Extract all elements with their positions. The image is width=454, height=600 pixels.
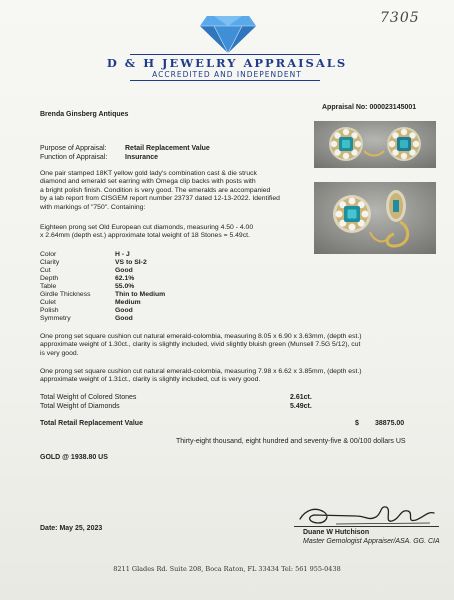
diamond-line: x 2.64mm (depth est.) approximate total weight of 18 Stones = 5.49ct. xyxy=(40,232,250,240)
spec-row: Clarity VS to SI-2 xyxy=(40,259,147,266)
emerald-description-1: One prong set square cushion cut natural emerald-colombia, measuring 8.05 x 6.90 x 3.63mm, (depth est.) approximate weight of 1.30ct., clarity is slightly included, vivid slightly bluish green (Munsell 7.5G 5/12), cut is very good. xyxy=(40,333,362,357)
spec-row: Polish Good xyxy=(40,307,133,314)
brand-rule-top xyxy=(130,54,320,55)
client-name: Brenda Ginsberg Antiques xyxy=(40,111,129,118)
description-line: with markings of "750". Containing: xyxy=(40,203,146,211)
diamond-line: Eighteen prong set Old European cut diamonds, measuring 4.50 - 4.00 xyxy=(40,224,254,231)
spec-row: Color H - J xyxy=(40,251,130,258)
spec-row: Symmetry Good xyxy=(40,315,133,322)
function-label: Function of Appraisal: xyxy=(40,154,108,161)
spec-row: Depth 62.1% xyxy=(40,275,135,282)
brand-name: D & H JEWELRY APPRAISALS xyxy=(106,56,348,70)
total-colored-value: 2.61ct. xyxy=(290,394,312,401)
emerald-description-2: One prong set square cushion cut natural emerald-colombia, measuring 7.98 x 6.62 x 3.85mm, (depth est.) approximate weight of 1.31ct., clarity is slightly included, cut is very good. xyxy=(40,368,362,384)
retail-amount: 38875.00 xyxy=(375,420,405,427)
signature-line xyxy=(294,526,439,527)
gold-price: GOLD @ 1938.80 US xyxy=(40,454,108,461)
diamond-logo-icon xyxy=(199,14,257,54)
appraisal-number: Appraisal No: 000023145001 xyxy=(322,104,417,111)
description-line: by a lab report from CISGEM report number 23737 dated 12-13-2022. Identified xyxy=(40,195,280,203)
diamond-spec-table xyxy=(40,251,190,323)
earrings-front-photo xyxy=(314,121,436,168)
spec-row: Table 55.0% xyxy=(40,283,135,290)
amount-in-words: Thirty-eight thousand, eight hundred and seventy-five & 00/100 dollars US xyxy=(176,438,406,445)
spec-row: Culet Medium xyxy=(40,299,141,306)
earrings-side-photo xyxy=(314,182,436,254)
brand-tagline: ACCREDITED AND INDEPENDENT xyxy=(152,70,302,79)
spec-row: Cut Good xyxy=(40,267,133,274)
description-line: diamond and emerald set earring with Omega clip backs with posts with xyxy=(40,178,256,186)
total-diamonds-label: Total Weight of Diamonds xyxy=(40,403,120,410)
spec-row: Girdle Thickness Thin to Medium xyxy=(40,291,166,298)
description-line: One pair stamped 18KT yellow gold lady's combination cast & die struck xyxy=(40,170,257,177)
footer-address: 8211 Glades Rd. Suite 208, Boca Raton, FL 33434 Tel: 561 955-0438 xyxy=(113,565,341,573)
appraisal-date: Date: May 25, 2023 xyxy=(40,525,103,532)
total-colored-label: Total Weight of Colored Stones xyxy=(40,394,137,401)
handwritten-number: 7305 xyxy=(380,10,420,26)
item-description xyxy=(40,170,308,212)
signatory-title: Master Gemologist Appraiser/ASA. GG. CIA xyxy=(303,538,440,545)
purpose-value: Retail Replacement Value xyxy=(125,145,210,152)
purpose-label: Purpose of Appraisal: xyxy=(40,145,107,152)
retail-value-label: Total Retail Replacement Value xyxy=(40,420,143,427)
description-line: a bright polish finish. Condition is very good. The emeralds are accompanied xyxy=(40,186,271,194)
diamond-description xyxy=(40,224,308,241)
brand-rule-bottom xyxy=(130,80,320,81)
retail-currency: $ xyxy=(355,420,359,427)
signatory-name: Duane W Hutchison xyxy=(303,529,370,536)
function-value: Insurance xyxy=(125,154,159,161)
total-diamonds-value: 5.49ct. xyxy=(290,403,312,410)
